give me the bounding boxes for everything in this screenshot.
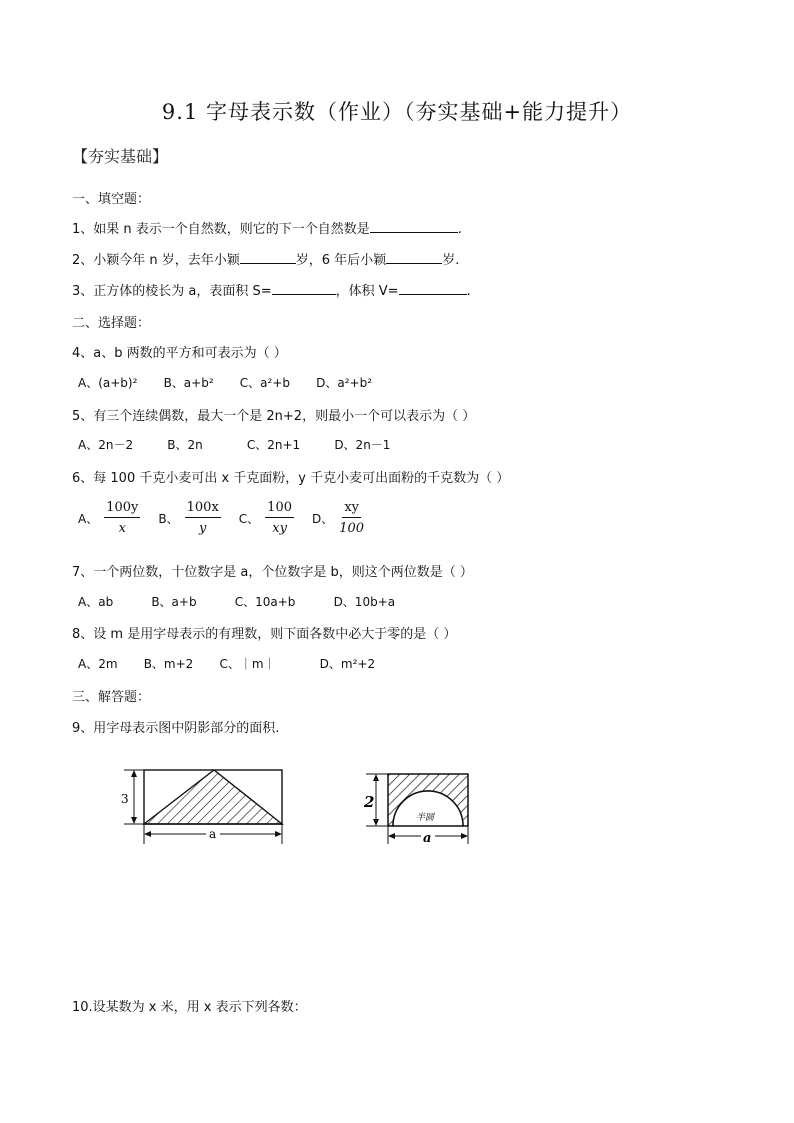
question-7-stem: 7、一个两位数，十位数字是 a，个位数字是 b，则这个两位数是（ ） (72, 565, 473, 580)
q4-option-c: C、a²+b (239, 376, 290, 390)
q3-part-a: 3、正方体的棱长为 a，表面积 S= (72, 284, 272, 299)
figure-triangle-in-rectangle (110, 762, 300, 852)
question-8-options (78, 655, 397, 672)
arrow-right-icon (461, 833, 468, 839)
q5-option-d: D、2n－1 (334, 438, 391, 452)
fig2-height-label: 2 (364, 793, 375, 811)
fraction (185, 500, 221, 536)
q6-option-c (239, 500, 294, 536)
shaded-triangle (144, 770, 282, 824)
question-5-options (78, 436, 412, 453)
q5-option-c: C、2n+1 (246, 438, 301, 452)
figure-rectangle-minus-semicircle (358, 766, 478, 848)
fraction-denominator: xy (272, 521, 287, 536)
q6-option-d (312, 500, 364, 536)
q7-option-c: C、10a+b (234, 595, 296, 609)
fig1-width-label: a (209, 827, 217, 841)
q6-option-b-label: B、 (158, 511, 179, 526)
q4-option-d: D、a²+b² (316, 376, 373, 390)
fraction-numerator: 100 (265, 500, 294, 518)
arrow-down-icon (373, 819, 379, 826)
q6-option-a (78, 500, 140, 536)
fig2-inner-label: 半圆 (416, 813, 435, 823)
fraction-denominator: x (118, 521, 126, 536)
fraction (104, 500, 140, 536)
question-4-stem: 4、a、b 两数的平方和可表示为（ ） (72, 346, 287, 361)
fig1-height-label: 3 (121, 792, 129, 806)
q7-option-a: A、ab (78, 595, 114, 609)
q3-part-b: ，体积 V= (335, 284, 399, 299)
q4-option-b: B、a+b² (163, 376, 214, 390)
fraction (339, 500, 364, 536)
arrow-down-icon (131, 817, 137, 824)
q2-part-a: 2、小颖今年 n 岁，去年小颖 (72, 253, 240, 268)
q1-text: 1、如果 n 表示一个自然数，则它的下一个自然数是 (72, 222, 370, 237)
question-1 (72, 218, 462, 237)
q6-option-d-label: D、 (312, 511, 334, 526)
q3-blank-2 (399, 282, 467, 295)
q8-option-b: B、m+2 (143, 657, 194, 671)
fraction (265, 500, 294, 536)
question-3 (72, 280, 471, 299)
fraction-numerator: xy (342, 500, 361, 518)
question-6-options (78, 500, 382, 536)
fig2-width-label: a (423, 831, 432, 846)
question-10-stem: 10.设某数为 x 米，用 x 表示下列各数： (72, 1000, 307, 1015)
q5-option-a: A、2n－2 (78, 438, 134, 452)
q7-option-d: D、10b+a (333, 595, 396, 609)
fraction-denominator: 100 (339, 521, 365, 536)
question-5-stem: 5、有三个连续偶数，最大一个是 2n+2，则最小一个可以表示为（ ） (72, 409, 476, 424)
arrow-left-icon (388, 833, 395, 839)
fraction-numerator: 100x (185, 500, 221, 518)
q6-option-c-label: C、 (238, 511, 260, 526)
q6-option-b (158, 500, 220, 536)
part3-heading: 三、解答题： (72, 690, 151, 705)
fraction-numerator: 100y (104, 500, 140, 518)
page-title: 9.1 字母表示数（作业）（夯实基础+能力提升） (161, 100, 633, 124)
q3-part-c: . (466, 284, 471, 299)
q8-option-c: C、｜m｜ (219, 657, 276, 671)
q8-option-a: A、2m (78, 657, 118, 671)
q8-option-d: D、m²+2 (319, 657, 376, 671)
q2-blank-1 (240, 251, 296, 264)
question-2 (72, 249, 459, 268)
question-9-stem: 9、用字母表示图中阴影部分的面积. (72, 721, 280, 736)
section-tag: 【夯实基础】 (72, 147, 169, 166)
q3-blank-1 (272, 282, 336, 295)
q5-option-b: B、2n (167, 438, 203, 452)
q7-option-b: B、a+b (151, 595, 197, 609)
arrow-up-icon (131, 770, 137, 777)
q2-blank-2 (386, 251, 442, 264)
q6-option-a-label: A、 (78, 511, 99, 526)
question-6-stem: 6、每 100 千克小麦可出 x 千克面粉，y 千克小麦可出面粉的千克数为（ ） (72, 471, 510, 486)
question-7-options (78, 593, 417, 610)
q1-end: . (457, 222, 462, 237)
q4-option-a: A、(a+b)² (78, 376, 138, 390)
arrow-left-icon (144, 831, 151, 837)
arrow-right-icon (275, 831, 282, 837)
arrow-up-icon (373, 774, 379, 781)
q1-blank (370, 220, 458, 233)
question-4-options (78, 374, 394, 391)
fraction-denominator: y (199, 521, 207, 536)
part2-heading: 二、选择题： (72, 316, 151, 331)
q2-part-c: 岁. (442, 253, 460, 268)
question-8-stem: 8、设 m 是用字母表示的有理数，则下面各数中必大于零的是（ ） (72, 627, 457, 642)
part1-heading: 一、填空题： (72, 192, 151, 207)
q2-part-b: 岁，6 年后小颖 (295, 253, 387, 268)
